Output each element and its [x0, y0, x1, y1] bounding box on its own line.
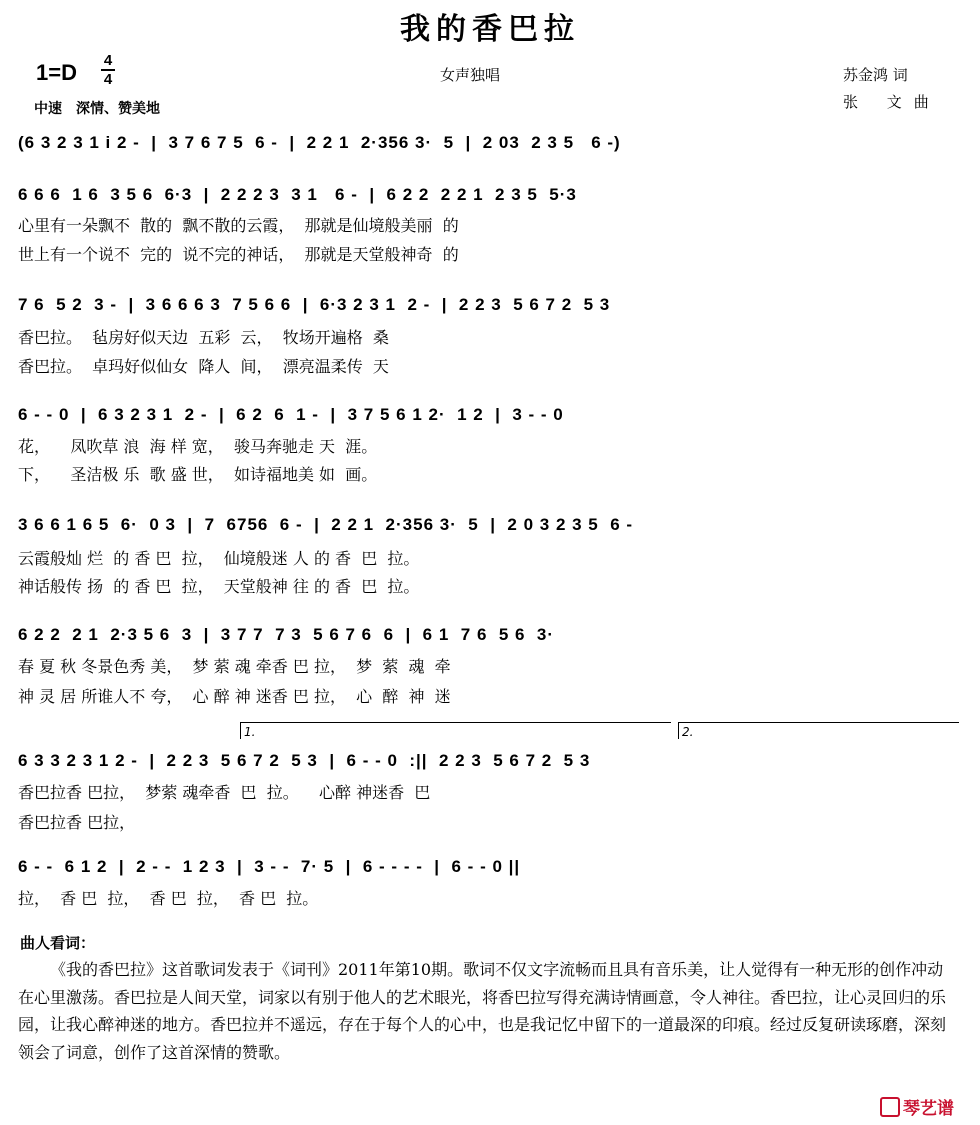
volta-first-ending	[240, 722, 671, 739]
lyricist: 苏金鸿 词	[843, 66, 908, 84]
composer: 张 文曲	[843, 93, 941, 111]
lyric-line-2b: 香巴拉。 卓玛好似仙女 降人 间， 漂亮温柔传 天	[18, 357, 389, 376]
staff-line-2: 7 6 5 2 3 - | 3 6 6 6 3 7 5 6 6 | 6·3 2 3 1 2 - | 2 2 3 5 6 7 2 5 3	[18, 295, 611, 314]
logo-icon	[880, 1097, 900, 1117]
staff-line-6: 6 3 3 2 3 1 2 - | 2 2 3 5 6 7 2 5 3 | 6 - - 0 :|| 2 2 3 5 6 7 2 5 3	[18, 751, 591, 770]
song-title: 我的香巴拉	[400, 12, 580, 47]
lyric-line-6a: 香巴拉香 巴拉， 梦萦 魂牵香 巴 拉。 心醉 神迷香 巴	[18, 783, 431, 802]
lyric-line-1b: 世上有一个说不 完的 说不完的神话， 那就是天堂般神奇 的	[18, 245, 459, 264]
volta-second-label: 2.	[682, 725, 694, 739]
lyric-line-7: 拉， 香 巴 拉， 香 巴 拉， 香 巴 拉。	[18, 889, 319, 908]
staff-line-1: 6 6 6 1 6 3 5 6 6·3 | 2 2 2 3 3 1 6 - | 6 2 2 2 2 1 2 3 5 5·3	[18, 185, 577, 204]
lyric-line-1a: 心里有一朵飘不 散的 飘不散的云霞， 那就是仙境般美丽 的	[18, 216, 459, 235]
staff-line-intro: (6 3 2 3 1 i 2 - | 3 7 6 7 5 6 - | 2 2 1 2·356 3· 5 | 2 03 2 3 5 6 -)	[18, 133, 621, 152]
lyric-line-5a: 春 夏 秋 冬景色秀 美， 梦 萦 魂 牵香 巴 拉， 梦 萦 魂 牵	[18, 657, 451, 676]
lyric-line-2a: 香巴拉。 毡房好似天边 五彩 云， 牧场开遍格 桑	[18, 328, 389, 347]
note-body: 《我的香巴拉》这首歌词发表于《词刊》2011年第10期。歌词不仅文字流畅而且具有音乐美，让人觉得有一种无形的创作冲动在心里激荡。香巴拉是人间天堂，词家以有别于他人的艺术眼光，将香巴拉写得充满诗情画意，令人神往。香巴拉，让心灵回归的乐园，让我心醉神迷的地方。香巴拉并不遥远，存在于每个人的心中，也是我记忆中留下的一道最深的印痕。经过反复研读琢磨，深刻领会了词意，创作了这首深情的赞歌。	[18, 960, 947, 1062]
watermark-text: 琴艺谱	[903, 1099, 954, 1119]
note-heading: 曲人看词：	[20, 934, 96, 952]
staff-line-4: 3 6 6 1 6 5 6· 0 3 | 7 6756 6 - | 2 2 1 2·356 3· 5 | 2 0 3 2 3 5 6 -	[18, 515, 634, 534]
staff-line-7: 6 - - 6 1 2 | 2 - - 1 2 3 | 3 - - 7· 5 | 6 - - - - | 6 - - 0 ||	[18, 857, 521, 876]
lyric-line-6b: 香巴拉香 巴拉，	[18, 813, 136, 832]
staff-line-3: 6 - - 0 | 6 3 2 3 1 2 - | 6 2 6 1 - | 3 7 5 6 1 2· 1 2 | 3 - - 0	[18, 405, 564, 424]
key-signature: 1=D	[36, 60, 77, 85]
lyric-line-4b: 神话般传 扬 的 香 巴 拉， 天堂般神 往 的 香 巴 拉。	[18, 577, 420, 596]
time-signature-bottom: 4	[103, 71, 113, 88]
volta-second-ending	[678, 722, 959, 739]
lyric-line-3b: 下， 圣洁极 乐 歌 盛 世， 如诗福地美 如 画。	[18, 465, 378, 484]
lyric-line-3a: 花， 凤吹草 浪 海 样 宽， 骏马奔驰走 天 涯。	[18, 437, 378, 456]
tempo-marking: 中速 深情、赞美地	[34, 101, 160, 117]
staff-line-5: 6 2 2 2 1 2·3 5 6 3 | 3 7 7 7 3 5 6 7 6 6 | 6 1 7 6 5 6 3·	[18, 625, 555, 644]
volta-first-label: 1.	[244, 725, 256, 739]
lyric-line-4a: 云霞般灿 烂 的 香 巴 拉， 仙境般迷 人 的 香 巴 拉。	[18, 549, 420, 568]
time-signature	[100, 52, 116, 88]
time-signature-top: 4	[103, 52, 113, 69]
watermark-logo	[880, 1094, 954, 1119]
performance-type: 女声独唱	[440, 66, 501, 84]
lyric-line-5b: 神 灵 居 所谁人不 夸， 心 醉 神 迷香 巴 拉， 心 醉 神 迷	[18, 687, 451, 706]
